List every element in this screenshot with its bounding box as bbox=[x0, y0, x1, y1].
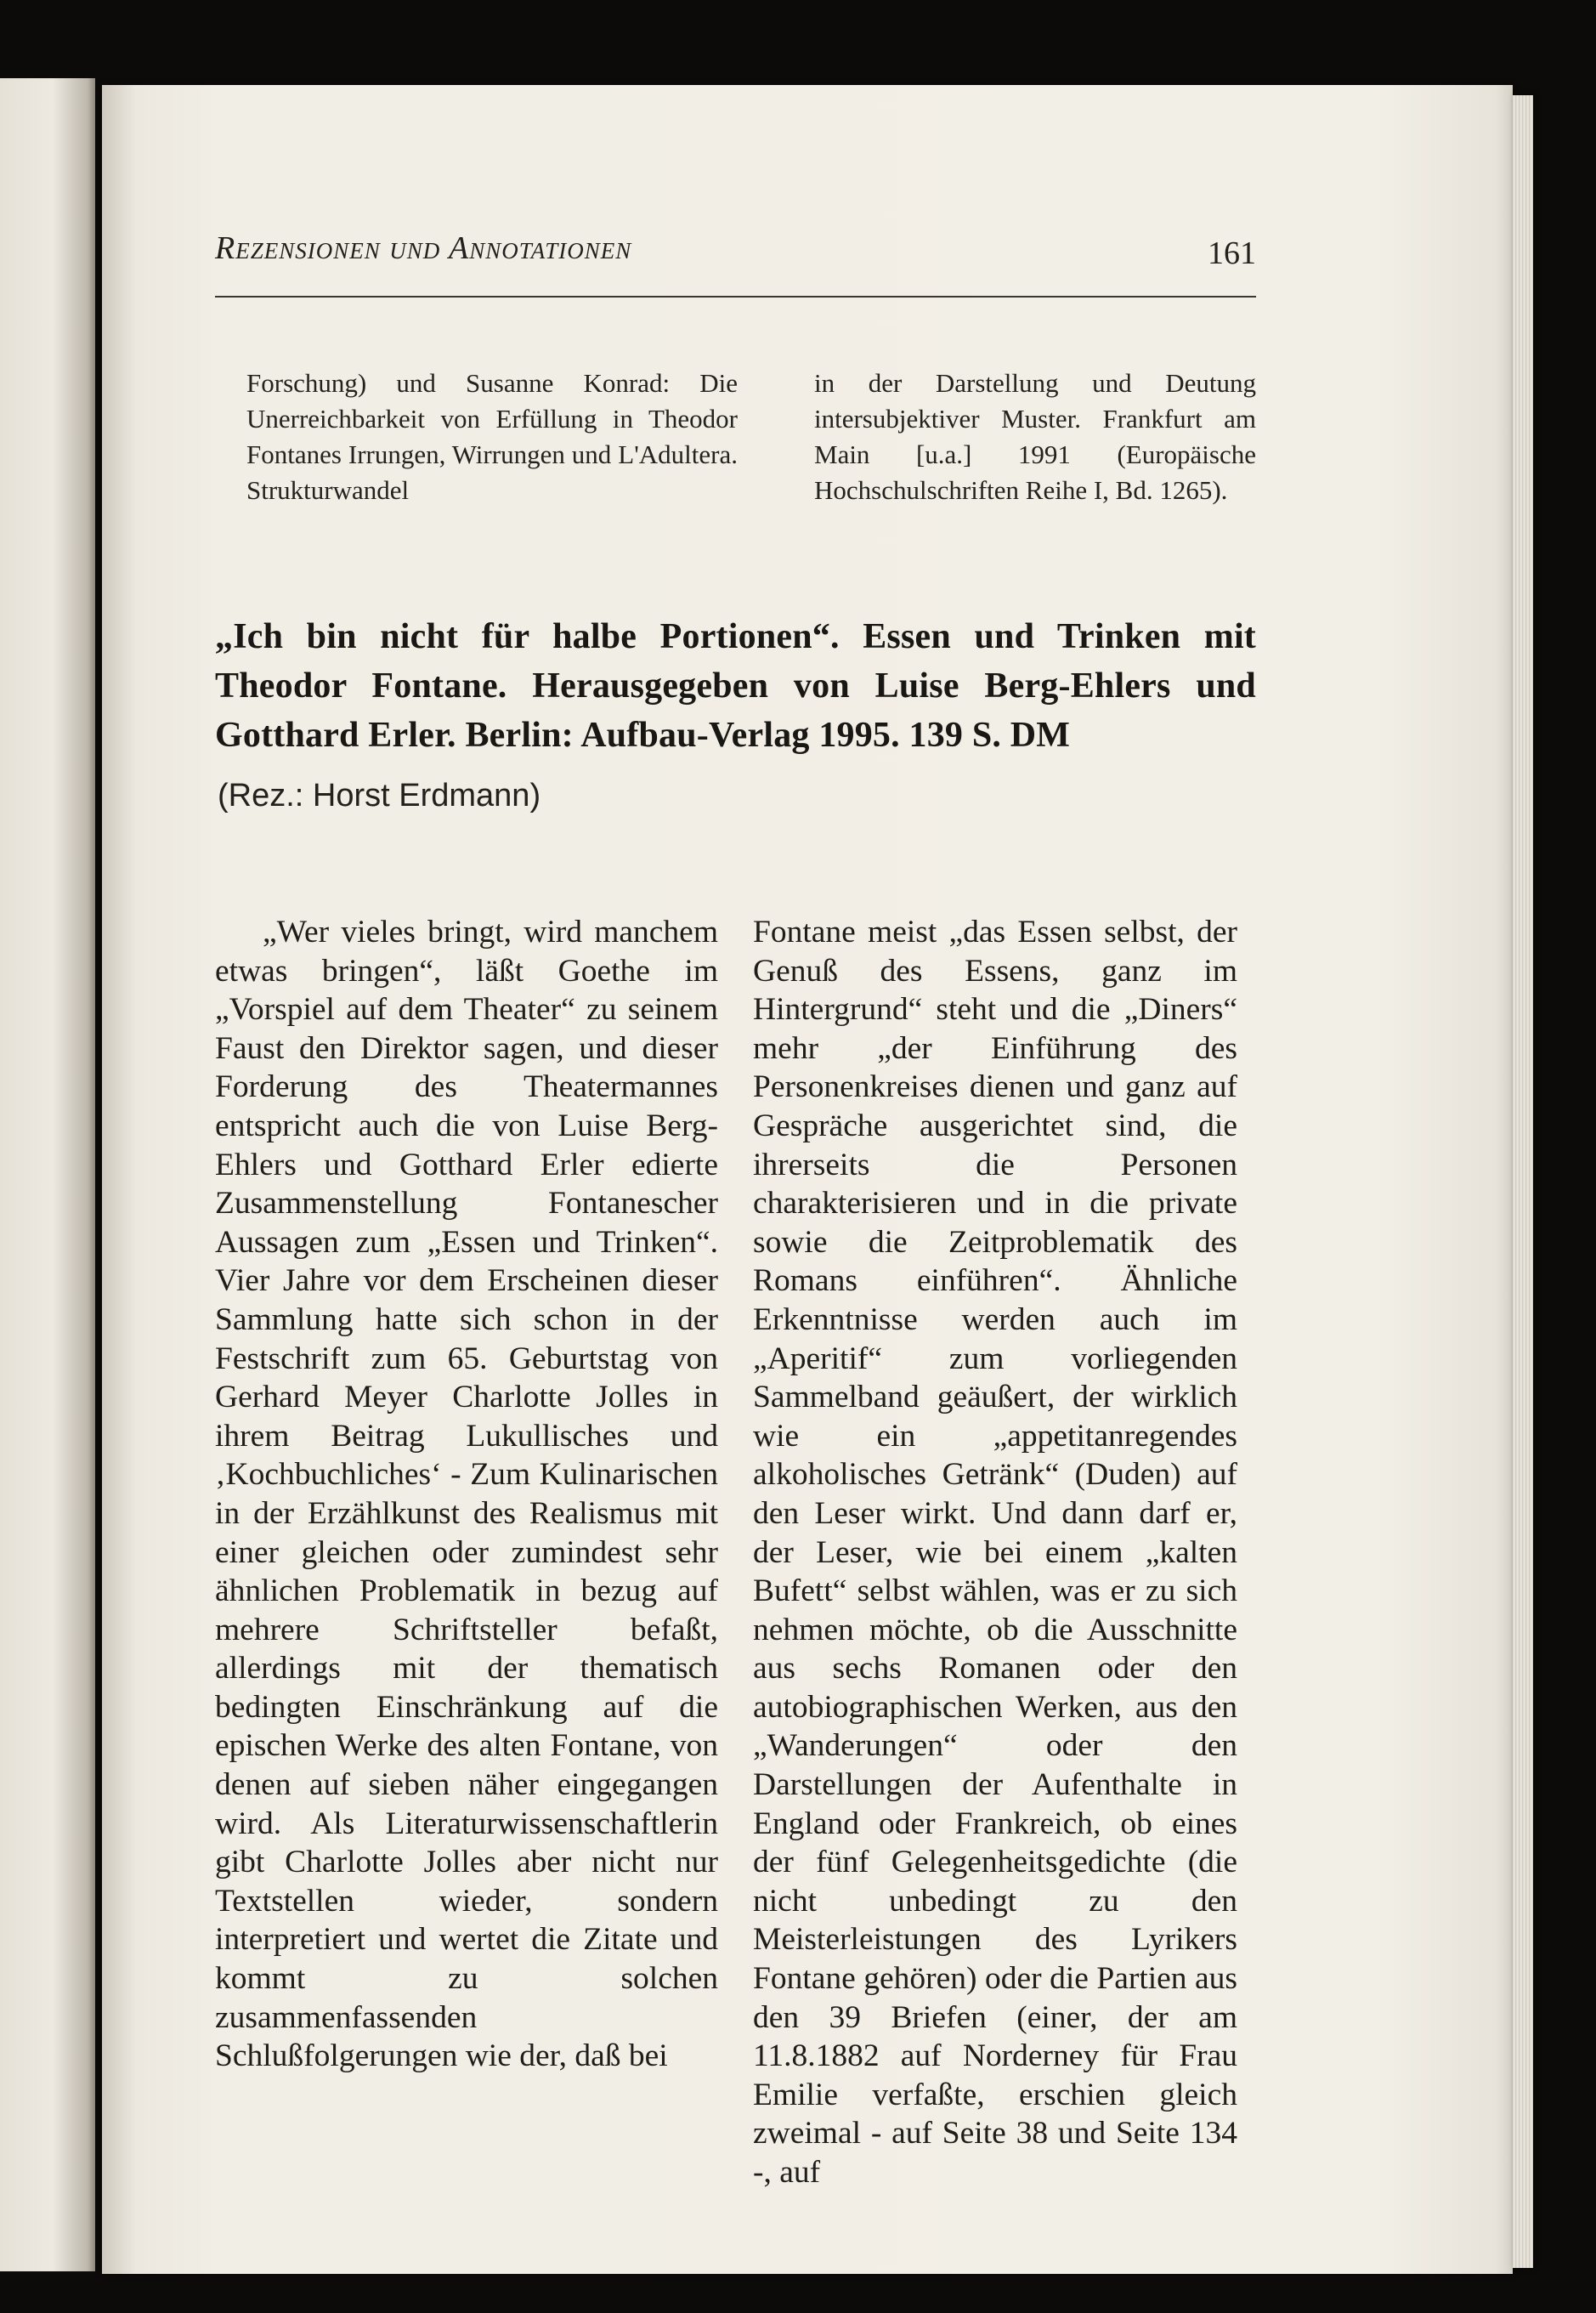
facing-page-edge bbox=[0, 78, 95, 2271]
note-column-right bbox=[814, 366, 1256, 508]
running-head: Rezensionen und Annotationen bbox=[215, 230, 632, 266]
note-text-left: Forschung) und Susanne Konrad: Die Unerreichbarkeit von Erfüllung in Theodor Fontanes Irrungen, Wirrungen und L'Adultera. Strukturwandel bbox=[246, 368, 738, 505]
review-text-left: „Wer vieles bringt, wird manchem etwas bringen“, läßt Goethe im „Vorspiel auf dem Theater“ zu seinem Faust den Direktor sagen, und dieser Forderung des Theatermannes entspricht auch die von Luise Berg-Ehlers und Gotthard Erler edierte Zusammenstellung Fontanescher Aussagen zum „Essen und Trinken“. Vier Jahre vor dem Erscheinen dieser Sammlung hatte sich schon in der Festschrift zum 65. Geburtstag von Gerhard Meyer Charlotte Jolles in ihrem Beitrag Lukullisches und ‚Kochbuchliches‘ - Zum Kulinarischen in der Erzählkunst des Realismus mit einer gleichen oder zumindest sehr ähnlichen Problematik in bezug auf mehrere Schriftsteller befaßt, allerdings mit der thematisch bedingten Einschränkung auf die epischen Werke des alten Fontane, von denen auf sieben näher eingegangen wird. Als Literaturwissenschaftlerin gibt Charlotte Jolles aber nicht nur Textstellen wieder, sondern interpretiert und wertet die Zitate und kommt zu solchen zusammenfassenden Schlußfolgerungen wie der, daß bei bbox=[215, 915, 718, 2074]
review-column-right bbox=[753, 913, 1237, 2192]
review-column-left bbox=[215, 913, 718, 2076]
page-number: 161 bbox=[1208, 235, 1256, 271]
note-column-left bbox=[246, 366, 738, 508]
page-header bbox=[215, 223, 1256, 272]
review-text-right: Fontane meist „das Essen selbst, der Genuß des Essens, ganz im Hintergrund“ steht und die „Diners“ mehr „der Einführung des Personenkreises dienen und ganz auf Gespräche ausgerichtet sind, die ihrerseits die Personen charakterisieren und in die private sowie die Zeitproblematik des Romans einführen“. Ähnliche Erkenntnisse werden auch im „Aperitif“ zum vorliegenden Sammelband geäußert, der wirklich wie ein „appetitanregendes alkoholisches Getränk“ (Duden) auf den Leser wirkt. Und dann darf er, der Leser, wie bei einem „kalten Bufett“ selbst wählen, was er zu sich nehmen möchte, ob die Ausschnitte aus sechs Romanen oder den autobiographischen Werken, aus den „Wanderungen“ oder den Darstellungen der Aufenthalte in England oder Frankreich, ob eines der fünf Gelegenheitsgedichte (die nicht unbedingt zu den Meisterleistungen des Lyrikers Fontane gehören) oder die Partien aus den 39 Briefen (einer, der am 11.8.1882 auf Norderney für Frau Emilie verfaßte, erschien gleich zweimal - auf Seite 38 und Seite 134 -, auf bbox=[753, 915, 1237, 2190]
page-stack-edge bbox=[1513, 95, 1533, 2268]
reviewer-credit: (Rez.: Horst Erdmann) bbox=[218, 778, 541, 814]
review-title: „Ich bin nicht für halbe Portionen“. Essen und Trinken mit Theodor Fontane. Herausgegeben von Luise Berg-Ehlers und Gotthard Erler. Berlin: Aufbau-Verlag 1995. 139 S. DM bbox=[215, 617, 1256, 755]
header-divider bbox=[215, 296, 1256, 298]
note-text-right: in der Darstellung und Deutung intersubjektiver Muster. Frankfurt am Main [u.a.] 1991 (Europäische Hochschulschriften Reihe I, Bd. 1265). bbox=[814, 368, 1256, 505]
